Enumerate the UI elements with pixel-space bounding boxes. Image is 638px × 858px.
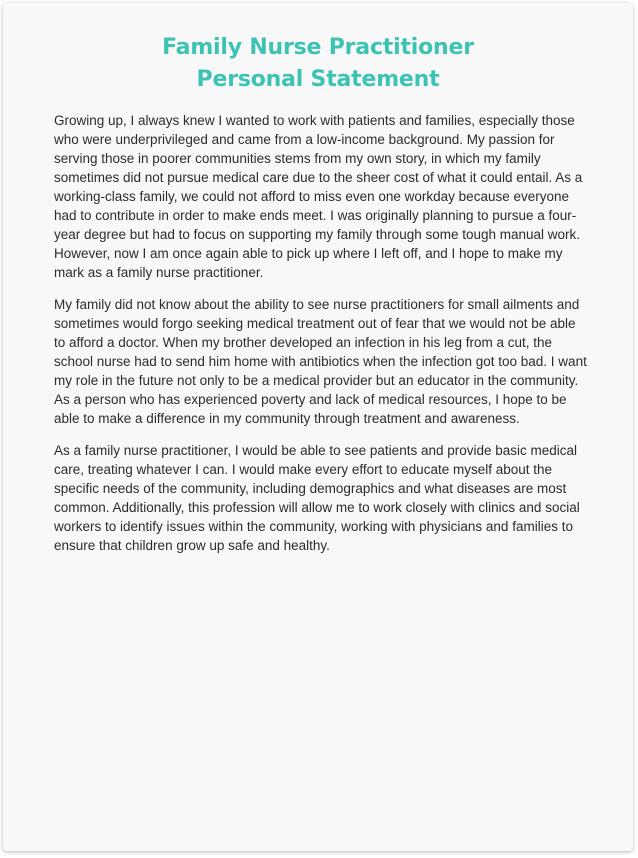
paragraph-3: As a family nurse practitioner, I would be able to see patients and provide basic medical care, treating whatever I can. I would make every effort to educate myself about the specific needs of the community, including demographics and what diseases are most common. Additionally, this profession will allow me to work closely with clinics and social workers to identify issues within the community, working with physicians and families to ensure that children grow up safe and healthy. <box>54 443 580 553</box>
title-line-1: Family Nurse Practitioner <box>162 35 474 60</box>
paragraph-2: My family did not know about the ability to see nurse practitioners for small ailments and sometimes would forgo seeking medical treatment out of fear that we would not be able to afford a doctor. When my brother developed an infection in his leg from a cut, the school nurse had to send him home with antibiotics when the infection got too bad. I want my role in the future not only to be a medical provider but an educator in the community. As a person who has experienced poverty and lack of medical resources, I hope to be able to make a difference in my community through treatment and awareness. <box>54 297 587 426</box>
statement-body <box>54 111 589 568</box>
paragraph-1: Growing up, I always knew I wanted to work with patients and families, especially those who were underprivileged and came from a low-income background. My passion for serving those in poorer communities stems from my own story, in which my family sometimes did not pursue medical care due to the sheer cost of what it could entail. As a working-class family, we could not afford to miss even one workday because everyone had to contribute in order to make ends meet. I was originally planning to pursue a four-year degree but had to focus on supporting my family through some tough manual work. However, now I am once again able to pick up where I left off, and I hope to make my mark as a family nurse practitioner. <box>54 113 583 280</box>
page-title <box>3 3 633 96</box>
title-line-2: Personal Statement <box>196 67 440 92</box>
document-page <box>3 3 633 851</box>
